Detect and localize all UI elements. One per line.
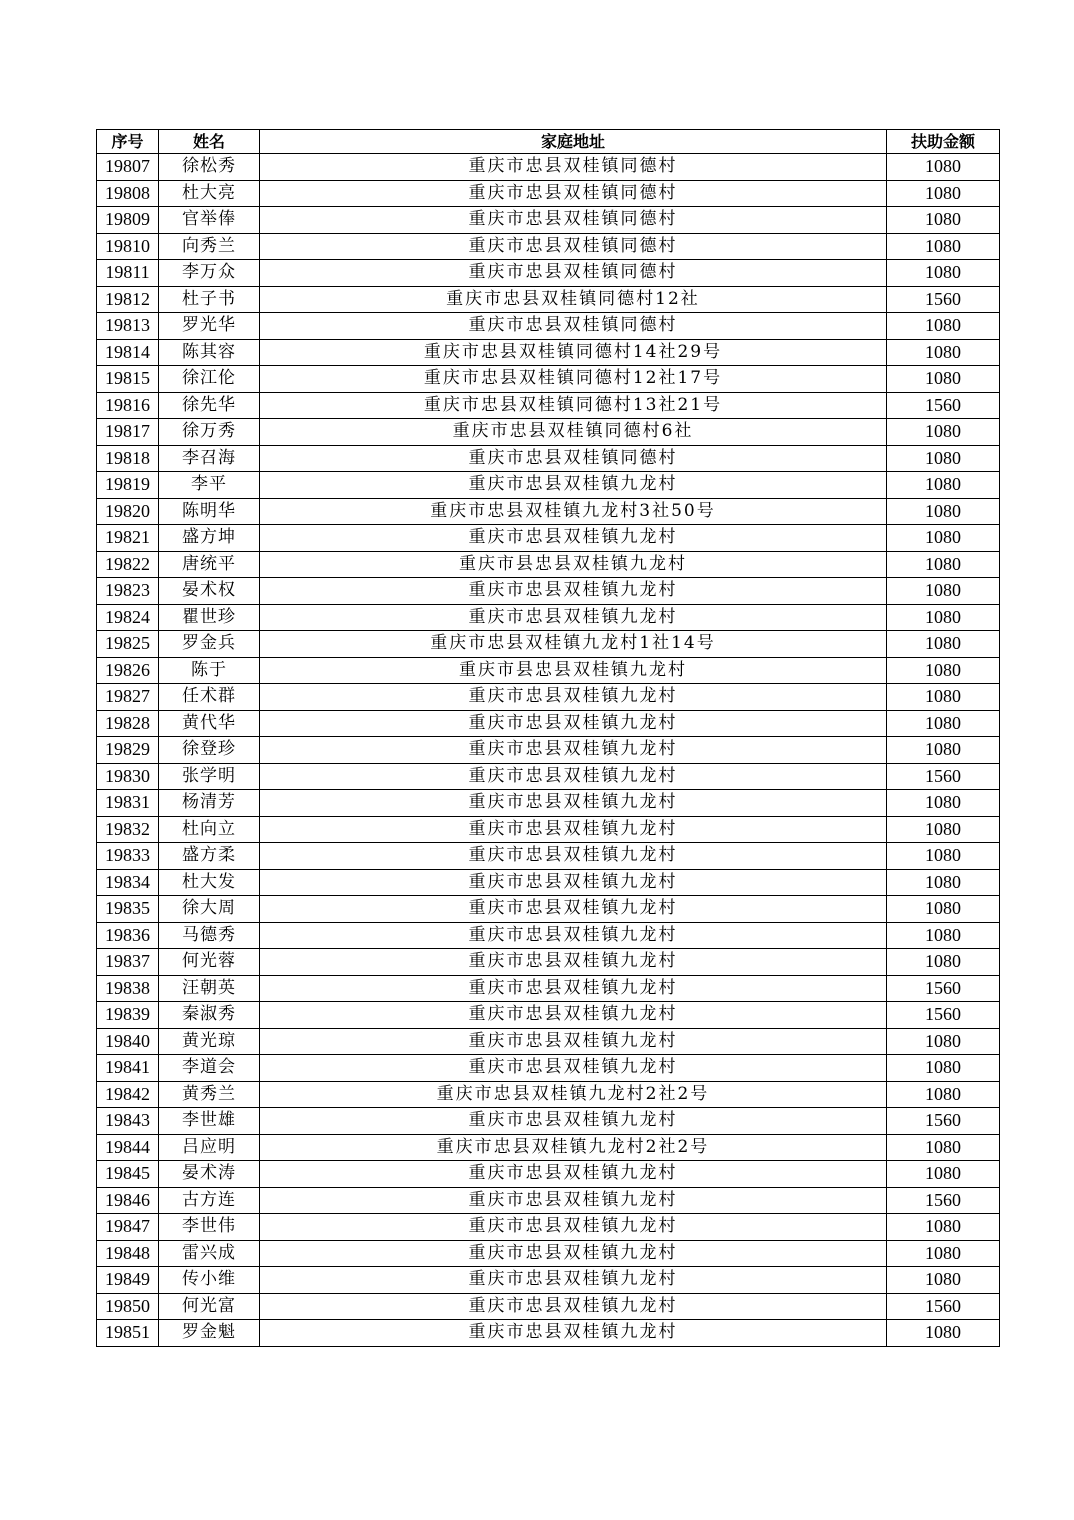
cell-name: 李平	[159, 472, 260, 499]
cell-id: 19844	[97, 1134, 159, 1161]
cell-address: 重庆市忠县双桂镇九龙村3社50号	[260, 498, 887, 525]
cell-name: 盛方坤	[159, 525, 260, 552]
cell-address: 重庆市忠县双桂镇九龙村	[260, 1240, 887, 1267]
table-row	[97, 313, 1000, 340]
cell-name: 李万众	[159, 260, 260, 287]
table-row	[97, 843, 1000, 870]
cell-id: 19840	[97, 1028, 159, 1055]
cell-name: 杜大发	[159, 869, 260, 896]
cell-address: 重庆市忠县双桂镇九龙村	[260, 1320, 887, 1347]
cell-amount: 1080	[887, 472, 1000, 499]
cell-address: 重庆市忠县双桂镇九龙村	[260, 1293, 887, 1320]
cell-amount: 1080	[887, 207, 1000, 234]
cell-name: 汪朝英	[159, 975, 260, 1002]
cell-amount: 1080	[887, 1081, 1000, 1108]
cell-amount: 1560	[887, 392, 1000, 419]
cell-name: 任术群	[159, 684, 260, 711]
cell-address: 重庆市忠县双桂镇九龙村	[260, 684, 887, 711]
table-row	[97, 1187, 1000, 1214]
table-row	[97, 339, 1000, 366]
table-row	[97, 684, 1000, 711]
cell-id: 19808	[97, 180, 159, 207]
cell-amount: 1080	[887, 896, 1000, 923]
cell-id: 19837	[97, 949, 159, 976]
cell-id: 19847	[97, 1214, 159, 1241]
cell-amount: 1080	[887, 710, 1000, 737]
header-id: 序号	[97, 130, 159, 154]
table-row	[97, 896, 1000, 923]
cell-amount: 1080	[887, 949, 1000, 976]
cell-address: 重庆市忠县双桂镇九龙村	[260, 737, 887, 764]
cell-address: 重庆市忠县双桂镇九龙村	[260, 949, 887, 976]
cell-id: 19830	[97, 763, 159, 790]
cell-id: 19838	[97, 975, 159, 1002]
table-row	[97, 737, 1000, 764]
cell-id: 19818	[97, 445, 159, 472]
cell-address: 重庆市忠县双桂镇九龙村	[260, 843, 887, 870]
cell-amount: 1080	[887, 154, 1000, 181]
table-row	[97, 604, 1000, 631]
cell-amount: 1080	[887, 604, 1000, 631]
table-row	[97, 1134, 1000, 1161]
cell-name: 马德秀	[159, 922, 260, 949]
cell-address: 重庆市忠县双桂镇九龙村	[260, 975, 887, 1002]
cell-name: 徐登珍	[159, 737, 260, 764]
cell-id: 19842	[97, 1081, 159, 1108]
header-amount: 扶助金额	[887, 130, 1000, 154]
cell-name: 陈于	[159, 657, 260, 684]
table-row	[97, 445, 1000, 472]
cell-id: 19809	[97, 207, 159, 234]
cell-address: 重庆市忠县双桂镇同德村	[260, 154, 887, 181]
cell-address: 重庆市忠县双桂镇九龙村	[260, 1161, 887, 1188]
cell-address: 重庆市忠县双桂镇九龙村	[260, 1002, 887, 1029]
cell-amount: 1080	[887, 684, 1000, 711]
table-row	[97, 1028, 1000, 1055]
cell-amount: 1080	[887, 1214, 1000, 1241]
cell-name: 秦淑秀	[159, 1002, 260, 1029]
cell-name: 瞿世珍	[159, 604, 260, 631]
cell-address: 重庆市忠县双桂镇九龙村	[260, 1028, 887, 1055]
cell-address: 重庆市忠县双桂镇九龙村	[260, 1214, 887, 1241]
table-row	[97, 180, 1000, 207]
cell-id: 19835	[97, 896, 159, 923]
cell-address: 重庆市忠县双桂镇九龙村	[260, 1055, 887, 1082]
cell-name: 杨清芳	[159, 790, 260, 817]
table-row	[97, 392, 1000, 419]
cell-address: 重庆市忠县双桂镇九龙村	[260, 1267, 887, 1294]
cell-amount: 1080	[887, 233, 1000, 260]
cell-address: 重庆市忠县双桂镇九龙村	[260, 710, 887, 737]
table-row	[97, 763, 1000, 790]
cell-amount: 1080	[887, 180, 1000, 207]
cell-name: 徐先华	[159, 392, 260, 419]
cell-address: 重庆市忠县双桂镇九龙村	[260, 472, 887, 499]
cell-name: 杜大亮	[159, 180, 260, 207]
cell-id: 19822	[97, 551, 159, 578]
cell-amount: 1080	[887, 1240, 1000, 1267]
cell-amount: 1080	[887, 843, 1000, 870]
cell-name: 陈其容	[159, 339, 260, 366]
cell-id: 19828	[97, 710, 159, 737]
cell-name: 向秀兰	[159, 233, 260, 260]
cell-name: 李世雄	[159, 1108, 260, 1135]
cell-address: 重庆市忠县双桂镇九龙村1社14号	[260, 631, 887, 658]
cell-name: 罗金兵	[159, 631, 260, 658]
cell-amount: 1560	[887, 286, 1000, 313]
cell-name: 罗光华	[159, 313, 260, 340]
cell-name: 陈明华	[159, 498, 260, 525]
cell-name: 雷兴成	[159, 1240, 260, 1267]
cell-id: 19820	[97, 498, 159, 525]
cell-id: 19845	[97, 1161, 159, 1188]
cell-amount: 1080	[887, 1055, 1000, 1082]
cell-id: 19823	[97, 578, 159, 605]
cell-name: 杜子书	[159, 286, 260, 313]
cell-amount: 1080	[887, 1134, 1000, 1161]
cell-id: 19807	[97, 154, 159, 181]
cell-name: 何光蓉	[159, 949, 260, 976]
cell-amount: 1080	[887, 922, 1000, 949]
cell-id: 19812	[97, 286, 159, 313]
cell-amount: 1080	[887, 419, 1000, 446]
cell-id: 19810	[97, 233, 159, 260]
cell-address: 重庆市忠县双桂镇九龙村2社2号	[260, 1081, 887, 1108]
cell-name: 杜向立	[159, 816, 260, 843]
cell-name: 唐统平	[159, 551, 260, 578]
cell-id: 19841	[97, 1055, 159, 1082]
header-name: 姓名	[159, 130, 260, 154]
cell-address: 重庆市县忠县双桂镇九龙村	[260, 551, 887, 578]
table-row	[97, 1055, 1000, 1082]
table-row	[97, 1081, 1000, 1108]
cell-address: 重庆市忠县双桂镇九龙村	[260, 525, 887, 552]
table-row	[97, 922, 1000, 949]
cell-amount: 1080	[887, 737, 1000, 764]
cell-amount: 1080	[887, 1267, 1000, 1294]
cell-id: 19849	[97, 1267, 159, 1294]
subsidy-table	[96, 129, 1000, 1347]
cell-address: 重庆市忠县双桂镇九龙村	[260, 604, 887, 631]
table-row	[97, 1002, 1000, 1029]
cell-name: 黄代华	[159, 710, 260, 737]
cell-address: 重庆市忠县双桂镇同德村13社21号	[260, 392, 887, 419]
cell-address: 重庆市忠县双桂镇同德村6社	[260, 419, 887, 446]
cell-name: 李道会	[159, 1055, 260, 1082]
cell-amount: 1560	[887, 1002, 1000, 1029]
table-row	[97, 286, 1000, 313]
cell-id: 19848	[97, 1240, 159, 1267]
table-row	[97, 631, 1000, 658]
cell-id: 19816	[97, 392, 159, 419]
cell-amount: 1080	[887, 816, 1000, 843]
cell-amount: 1080	[887, 525, 1000, 552]
table-row	[97, 1293, 1000, 1320]
cell-id: 19829	[97, 737, 159, 764]
cell-id: 19851	[97, 1320, 159, 1347]
cell-address: 重庆市忠县双桂镇九龙村	[260, 896, 887, 923]
cell-id: 19821	[97, 525, 159, 552]
table-row	[97, 233, 1000, 260]
table-row	[97, 1161, 1000, 1188]
cell-address: 重庆市忠县双桂镇九龙村	[260, 1108, 887, 1135]
cell-name: 徐松秀	[159, 154, 260, 181]
cell-id: 19843	[97, 1108, 159, 1135]
table-row	[97, 949, 1000, 976]
cell-id: 19825	[97, 631, 159, 658]
cell-amount: 1080	[887, 313, 1000, 340]
cell-id: 19827	[97, 684, 159, 711]
cell-name: 官举俸	[159, 207, 260, 234]
cell-amount: 1080	[887, 1320, 1000, 1347]
cell-name: 徐万秀	[159, 419, 260, 446]
cell-id: 19834	[97, 869, 159, 896]
cell-address: 重庆市忠县双桂镇同德村	[260, 207, 887, 234]
cell-name: 黄秀兰	[159, 1081, 260, 1108]
cell-amount: 1080	[887, 1028, 1000, 1055]
table-row	[97, 1240, 1000, 1267]
cell-id: 19817	[97, 419, 159, 446]
table-row	[97, 816, 1000, 843]
header-address: 家庭地址	[260, 130, 887, 154]
cell-address: 重庆市忠县双桂镇九龙村	[260, 1187, 887, 1214]
cell-name: 徐大周	[159, 896, 260, 923]
cell-amount: 1080	[887, 657, 1000, 684]
cell-amount: 1080	[887, 445, 1000, 472]
cell-address: 重庆市忠县双桂镇九龙村	[260, 922, 887, 949]
cell-name: 徐江伦	[159, 366, 260, 393]
header-row	[97, 130, 1000, 154]
cell-id: 19814	[97, 339, 159, 366]
cell-name: 传小维	[159, 1267, 260, 1294]
cell-name: 罗金魁	[159, 1320, 260, 1347]
cell-id: 19832	[97, 816, 159, 843]
cell-amount: 1080	[887, 339, 1000, 366]
cell-name: 晏术涛	[159, 1161, 260, 1188]
cell-id: 19815	[97, 366, 159, 393]
cell-amount: 1080	[887, 498, 1000, 525]
cell-address: 重庆市忠县双桂镇同德村12社	[260, 286, 887, 313]
cell-name: 古方连	[159, 1187, 260, 1214]
cell-amount: 1080	[887, 1161, 1000, 1188]
cell-address: 重庆市忠县双桂镇同德村	[260, 445, 887, 472]
cell-id: 19836	[97, 922, 159, 949]
cell-amount: 1080	[887, 631, 1000, 658]
cell-id: 19833	[97, 843, 159, 870]
cell-name: 李召海	[159, 445, 260, 472]
cell-amount: 1560	[887, 1293, 1000, 1320]
cell-id: 19846	[97, 1187, 159, 1214]
cell-address: 重庆市忠县双桂镇九龙村	[260, 763, 887, 790]
table-row	[97, 498, 1000, 525]
table-row	[97, 551, 1000, 578]
cell-id: 19826	[97, 657, 159, 684]
cell-id: 19811	[97, 260, 159, 287]
cell-address: 重庆市忠县双桂镇同德村14社29号	[260, 339, 887, 366]
cell-address: 重庆市忠县双桂镇九龙村	[260, 578, 887, 605]
cell-amount: 1560	[887, 1108, 1000, 1135]
table-row	[97, 657, 1000, 684]
table-row	[97, 525, 1000, 552]
table-row	[97, 1267, 1000, 1294]
cell-address: 重庆市县忠县双桂镇九龙村	[260, 657, 887, 684]
cell-amount: 1080	[887, 869, 1000, 896]
table-row	[97, 1214, 1000, 1241]
table-row	[97, 1320, 1000, 1347]
cell-address: 重庆市忠县双桂镇同德村	[260, 233, 887, 260]
table-row	[97, 207, 1000, 234]
cell-name: 何光富	[159, 1293, 260, 1320]
table-row	[97, 260, 1000, 287]
cell-amount: 1560	[887, 975, 1000, 1002]
table-row	[97, 975, 1000, 1002]
cell-id: 19819	[97, 472, 159, 499]
cell-id: 19813	[97, 313, 159, 340]
cell-amount: 1080	[887, 551, 1000, 578]
table-row	[97, 154, 1000, 181]
cell-amount: 1080	[887, 260, 1000, 287]
cell-amount: 1560	[887, 763, 1000, 790]
table-header	[97, 130, 1000, 154]
cell-id: 19831	[97, 790, 159, 817]
cell-name: 盛方柔	[159, 843, 260, 870]
table-row	[97, 790, 1000, 817]
cell-name: 吕应明	[159, 1134, 260, 1161]
cell-id: 19850	[97, 1293, 159, 1320]
cell-address: 重庆市忠县双桂镇同德村	[260, 260, 887, 287]
cell-amount: 1080	[887, 366, 1000, 393]
table-body	[97, 154, 1000, 1347]
cell-name: 晏术权	[159, 578, 260, 605]
table-row	[97, 710, 1000, 737]
cell-address: 重庆市忠县双桂镇同德村12社17号	[260, 366, 887, 393]
cell-amount: 1080	[887, 578, 1000, 605]
cell-id: 19824	[97, 604, 159, 631]
cell-name: 黄光琼	[159, 1028, 260, 1055]
cell-name: 张学明	[159, 763, 260, 790]
table-row	[97, 472, 1000, 499]
cell-amount: 1560	[887, 1187, 1000, 1214]
cell-amount: 1080	[887, 790, 1000, 817]
cell-name: 李世伟	[159, 1214, 260, 1241]
table-row	[97, 869, 1000, 896]
cell-address: 重庆市忠县双桂镇同德村	[260, 180, 887, 207]
cell-address: 重庆市忠县双桂镇同德村	[260, 313, 887, 340]
cell-address: 重庆市忠县双桂镇九龙村2社2号	[260, 1134, 887, 1161]
cell-address: 重庆市忠县双桂镇九龙村	[260, 869, 887, 896]
table-row	[97, 419, 1000, 446]
table-row	[97, 578, 1000, 605]
cell-id: 19839	[97, 1002, 159, 1029]
cell-address: 重庆市忠县双桂镇九龙村	[260, 790, 887, 817]
table-row	[97, 1108, 1000, 1135]
table-row	[97, 366, 1000, 393]
cell-address: 重庆市忠县双桂镇九龙村	[260, 816, 887, 843]
